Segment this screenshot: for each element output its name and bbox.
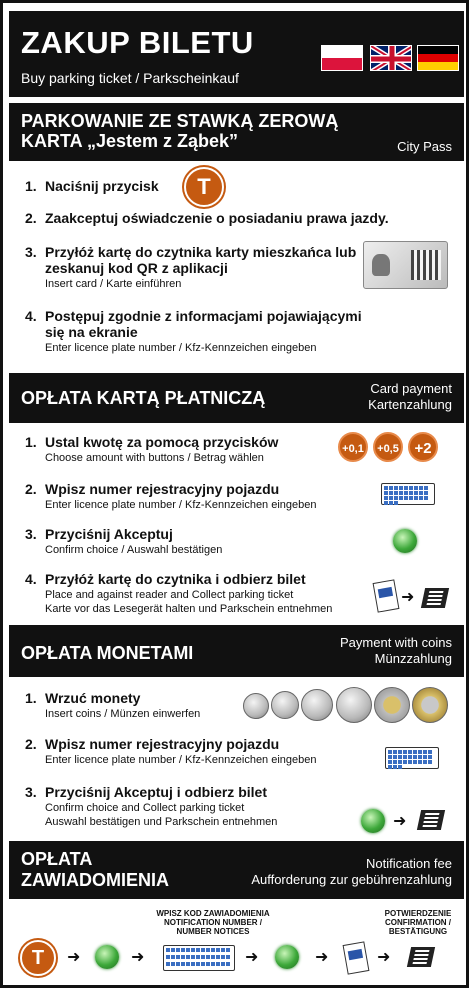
step-text	[45, 690, 265, 721]
section-title-line2: KARTA „Jestem z Ząbek”	[21, 131, 239, 151]
payment-card-icon	[373, 579, 400, 612]
arrow-right-icon: ➜	[67, 949, 81, 966]
card-photo-icon	[372, 254, 390, 276]
step-main-text: Wpisz numer rejestracyjny pojazdu	[45, 736, 280, 752]
confirmation-label	[373, 909, 463, 936]
step-number: 3.	[25, 526, 37, 542]
section-title: OPŁATA MONETAMI	[21, 643, 194, 663]
step-number: 3.	[25, 784, 37, 800]
coin-icon	[412, 687, 448, 723]
step-main-text: Wpisz numer rejestracyjny pojazdu	[45, 481, 280, 497]
flow-label-line: BESTÄTIGUNG	[388, 927, 448, 936]
t-button-icon[interactable]: T	[184, 167, 224, 207]
qr-code-icon	[411, 250, 441, 280]
step-number: 2.	[25, 736, 37, 752]
de-flag-icon[interactable]	[417, 45, 459, 71]
flow-label-line: CONFIRMATION /	[384, 918, 452, 927]
step-text	[45, 481, 375, 512]
arrow-right-icon: ➜	[315, 949, 329, 966]
step-text	[45, 736, 375, 767]
section-title: OPŁATA KARTĄ PŁATNICZĄ	[21, 388, 266, 408]
step-sub-text: Confirm choice and Collect parking ticket	[45, 802, 245, 814]
amount-button[interactable]: +2	[408, 432, 438, 462]
flow-label-line: NUMBER NOTICES	[176, 927, 250, 936]
section-coin-payment-bar	[9, 625, 464, 677]
section-zero-rate-bar	[9, 103, 464, 161]
step-sub-text: Confirm choice / Auswahl bestätigen	[45, 544, 223, 556]
step-number: 1.	[25, 178, 37, 194]
accept-button-icon[interactable]	[275, 945, 299, 969]
section-notification-fee-bar	[9, 841, 464, 899]
step-text	[45, 571, 375, 616]
ticket-icon	[407, 947, 435, 967]
arrow-right-icon: ➜	[401, 589, 415, 606]
right-label-line1: Notification fee	[366, 856, 452, 871]
step-number: 4.	[25, 571, 37, 587]
keypad-icon	[381, 483, 435, 505]
step-text	[45, 526, 375, 557]
step-number: 1.	[25, 434, 37, 450]
right-label-line2: Münzzahlung	[374, 651, 452, 666]
step-sub-text: Enter licence plate number / Kfz-Kennzeichen eingeben	[45, 342, 317, 354]
step-sub-text: Enter licence plate number / Kfz-Kennzeichen eingeben	[45, 499, 317, 511]
accept-button-icon[interactable]	[361, 809, 385, 833]
coin-icon	[301, 689, 333, 721]
step-main-text: Przyciśnij Akceptuj i odbierz bilet	[45, 784, 267, 800]
step-number: 2.	[25, 210, 37, 226]
accept-button-icon[interactable]	[95, 945, 119, 969]
step-main-text: Postępuj zgodnie z informacjami pojawiającymi się na ekranie	[45, 308, 362, 340]
step-number: 2.	[25, 481, 37, 497]
coin-icon	[374, 687, 410, 723]
arrow-right-icon: ➜	[393, 813, 407, 830]
pl-flag-icon[interactable]	[321, 45, 363, 71]
step-number: 4.	[25, 308, 37, 324]
step-text	[45, 308, 375, 355]
step-number: 3.	[25, 244, 37, 260]
step-sub-text: Insert coins / Münzen einwerfen	[45, 708, 201, 720]
page-subtitle: Buy parking ticket / Parkscheinkauf	[21, 70, 239, 86]
arrow-right-icon: ➜	[377, 949, 391, 966]
step-sub-text: Enter licence plate number / Kfz-Kennzeichen eingeben	[45, 754, 317, 766]
step-main-text: Przyłóż kartę do czytnika karty mieszkańca lub zeskanuj kod QR z aplikacji	[45, 244, 357, 276]
section-right-label	[368, 381, 452, 413]
step-main-text: Przyciśnij Akceptuj	[45, 526, 173, 542]
step-text	[45, 244, 375, 291]
ticket-icon	[417, 810, 445, 830]
right-label-line2: Kartenzahlung	[368, 397, 452, 412]
section-title-line2: ZAWIADOMIENIA	[21, 870, 169, 890]
flow-label-line: NOTIFICATION NUMBER /	[163, 918, 263, 927]
section-right-label	[251, 856, 452, 888]
section-right-label	[340, 635, 452, 667]
keypad-icon	[163, 945, 235, 971]
city-pass-label: City Pass	[397, 139, 452, 154]
section-card-payment-bar	[9, 373, 464, 423]
step-sub-text-2: Auswahl bestätigen und Parkschein entnehmen	[45, 816, 278, 828]
step-sub-text: Choose amount with buttons / Betrag wählen	[45, 452, 264, 464]
step-sub-text: Insert card / Karte einführen	[45, 278, 182, 290]
amount-button[interactable]: +0,1	[338, 432, 368, 462]
right-label-line2: Aufforderung zur gebührenzahlung	[251, 872, 452, 887]
payment-card-icon	[343, 941, 370, 974]
header-bar	[9, 11, 464, 97]
step-main-text: Przyłóż kartę do czytnika i odbierz bilet	[45, 571, 306, 587]
step-main-text: Wrzuć monety	[45, 690, 141, 706]
right-label-line1: Card payment	[370, 381, 452, 396]
ticket-icon	[421, 588, 449, 608]
arrow-right-icon: ➜	[245, 949, 259, 966]
city-card-icon	[363, 241, 448, 289]
step-sub-text: Place and against reader and Collect parking ticket	[45, 589, 294, 601]
coin-icon	[243, 693, 269, 719]
step-sub-text-2: Karte vor das Lesegerät halten und Parkschein entnehmen	[45, 603, 333, 615]
step-number: 1.	[25, 690, 37, 706]
page-title: ZAKUP BILETU	[21, 25, 254, 60]
step-main-text: Ustal kwotę za pomocą przycisków	[45, 434, 279, 450]
amount-button[interactable]: +0,5	[373, 432, 403, 462]
t-button-icon[interactable]: T	[20, 940, 56, 976]
uk-flag-icon[interactable]	[370, 45, 412, 71]
flow-label-line: POTWIERDZENIE	[384, 909, 452, 918]
step-text	[45, 784, 375, 829]
step-text	[45, 434, 355, 465]
coin-icon	[271, 691, 299, 719]
accept-button-icon[interactable]	[393, 529, 417, 553]
coin-icon	[336, 687, 372, 723]
flow-label-line: WPISZ KOD ZAWIADOMIENIA	[156, 909, 270, 918]
keypad-icon	[385, 747, 439, 769]
notification-number-label	[143, 909, 283, 936]
section-title-line1: PARKOWANIE ZE STAWKĄ ZEROWĄ	[21, 111, 339, 131]
right-label-line1: Payment with coins	[340, 635, 452, 650]
step-text: Zaakceptuj oświadczenie o posiadaniu prawa jazdy.	[45, 210, 389, 226]
arrow-right-icon: ➜	[131, 949, 145, 966]
step-text: Naciśnij przycisk	[45, 178, 159, 194]
section-title-line1: OPŁATA	[21, 849, 93, 869]
